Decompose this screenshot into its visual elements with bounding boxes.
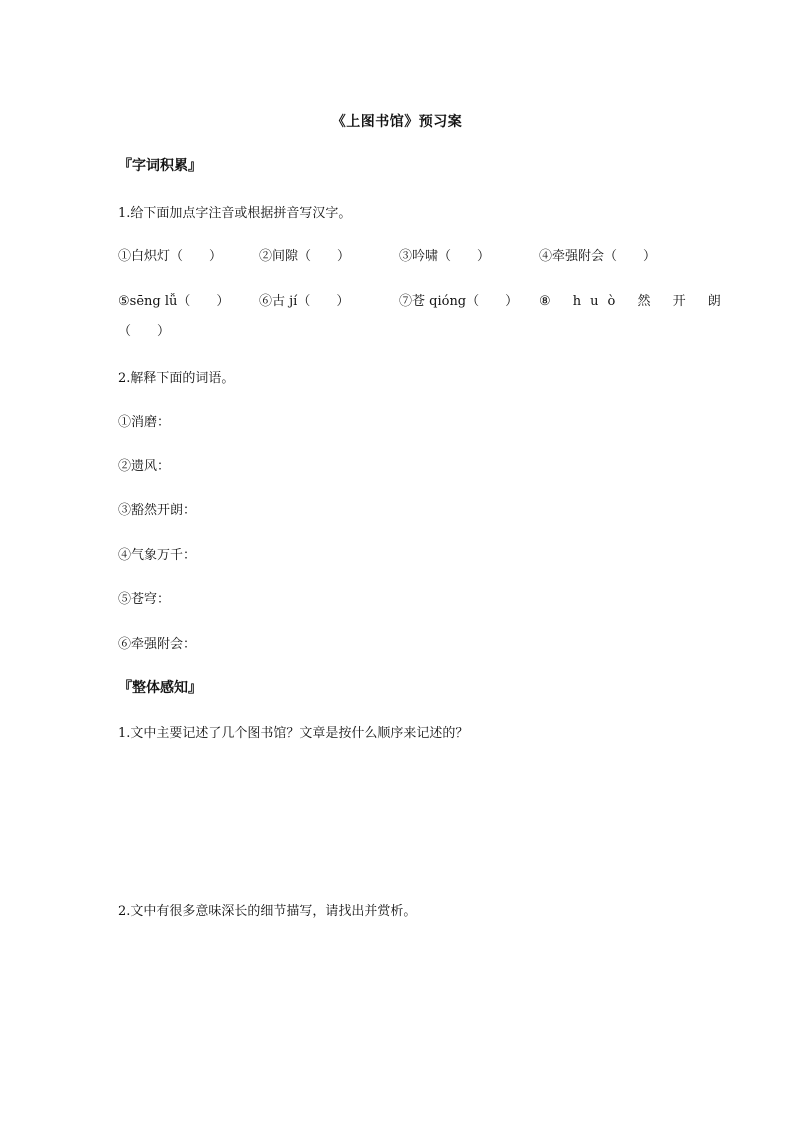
definition-2: ②遗风：: [118, 459, 171, 474]
definition-6: ⑥牵强附会：: [118, 637, 197, 652]
question-2-definitions: 2.解释下面的词语。: [118, 371, 235, 386]
question-1-pinyin: 1.给下面加点字注音或根据拼音写汉字。: [118, 206, 352, 221]
page-title: 《上图书馆》预习案: [331, 114, 463, 130]
section-heading-overview: 『整体感知』: [118, 680, 202, 696]
overview-question-2: 2.文中有很多意味深长的细节描写，请找出并赏析。: [118, 904, 417, 919]
item-8-blank: （ ）: [118, 324, 171, 339]
item-8: ⑧ huò 然 开 朗: [539, 294, 730, 309]
item-5: ⑤sēng lǚ（ ）: [118, 294, 230, 309]
definition-4: ④气象万千：: [118, 548, 197, 563]
item-3: ③吟啸（ ）: [399, 249, 491, 264]
item-7: ⑦苍 qióng（ ）: [399, 294, 519, 309]
item-1: ①白炽灯（ ）: [118, 249, 223, 264]
item-6: ⑥古 jí（ ）: [259, 294, 350, 309]
definition-3: ③豁然开朗：: [118, 503, 197, 518]
definition-1: ①消磨：: [118, 415, 171, 430]
item-2: ②间隙（ ）: [259, 249, 351, 264]
overview-question-1: 1.文中主要记述了几个图书馆？文章是按什么顺序来记述的？: [118, 726, 469, 741]
item-4: ④牵强附会（ ）: [539, 249, 657, 264]
section-heading-vocabulary: 『字词积累』: [118, 158, 202, 174]
definition-5: ⑤苍穹：: [118, 592, 171, 607]
